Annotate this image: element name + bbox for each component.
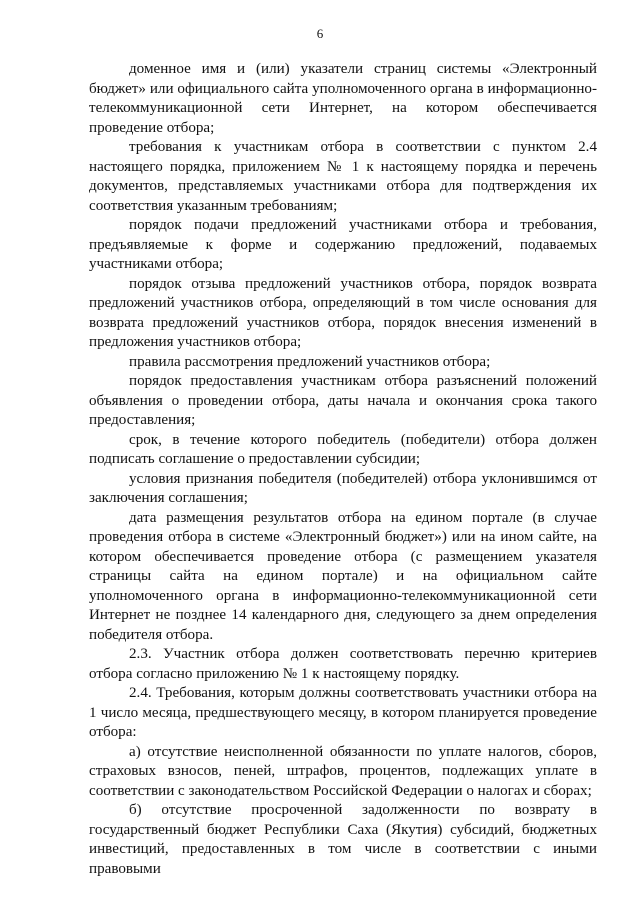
paragraph-9: дата размещения результатов отбора на едином портале (в случае проведения отбора в системе «Электронный бюджет») или на ином сайте, на котором обеспечивается проведение отбора (с размещением указателя страницы сайта на едином портале) и на официальном сайте уполномоченного органа в информационно-телекоммуникационной сети Интернет не позднее 14 календарного дня, следующего за днем определения победителя отбора. xyxy=(89,509,597,643)
clause-2-4-b: б) отсутствие просроченной задолженности по возврату в государственный бюджет Республики Саха (Якутия) субсидий, бюджетных инвестиций, предоставленных в том числе в соответствии с иными правовыми xyxy=(89,802,597,877)
paragraph-4: порядок отзыва предложений участников отбора, порядок возврата предложений участников отбора, определяющий в том числе основания для возврата предложений участников отбора, порядок внесения изменений в предложения участников отбора; xyxy=(89,275,597,350)
paragraph-8: условия признания победителя (победителей) отбора уклонившимся от заключения соглашения; xyxy=(89,470,597,506)
paragraph-3: порядок подачи предложений участниками отбора и требования, предъявляемые к форме и содержанию предложений, подаваемых участниками отбора; xyxy=(89,217,597,272)
clause-2-3: 2.3. Участник отбора должен соответствовать перечню критериев отбора согласно приложению № 1 к настоящему порядку. xyxy=(89,646,597,682)
paragraph-1: доменное имя и (или) указатели страниц системы «Электронный бюджет» или официального сайта уполномоченного органа в информационно-телекоммуникационной сети Интернет, на котором обеспечивается проведение отбора; xyxy=(89,61,597,136)
page-number: 6 xyxy=(316,26,324,41)
paragraph-6: порядок предоставления участникам отбора разъяснений положений объявления о проведении отбора, даты начала и окончания срока такого предоставления; xyxy=(89,373,597,428)
paragraph-5: правила рассмотрения предложений участников отбора; xyxy=(129,353,491,370)
paragraph-2: требования к участникам отбора в соответствии с пунктом 2.4 настоящего порядка, приложением № 1 к настоящему порядка и перечень документов, представляемых участниками отбора для подтверждения их соответствия указанным требованиям; xyxy=(89,139,597,214)
clause-2-4: 2.4. Требования, которым должны соответствовать участники отбора на 1 число месяца, предшествующего месяцу, в котором планируется проведение отбора: xyxy=(89,685,597,740)
body-text xyxy=(89,60,597,879)
paragraph-7: срок, в течение которого победитель (победители) отбора должен подписать соглашение о предоставлении субсидии; xyxy=(89,431,597,467)
clause-2-4-a: а) отсутствие неисполненной обязанности по уплате налогов, сборов, страховых взносов, пеней, штрафов, процентов, подлежащих уплате в соответствии с законодательством Российской Федерации о налогах и сборах; xyxy=(89,743,597,799)
